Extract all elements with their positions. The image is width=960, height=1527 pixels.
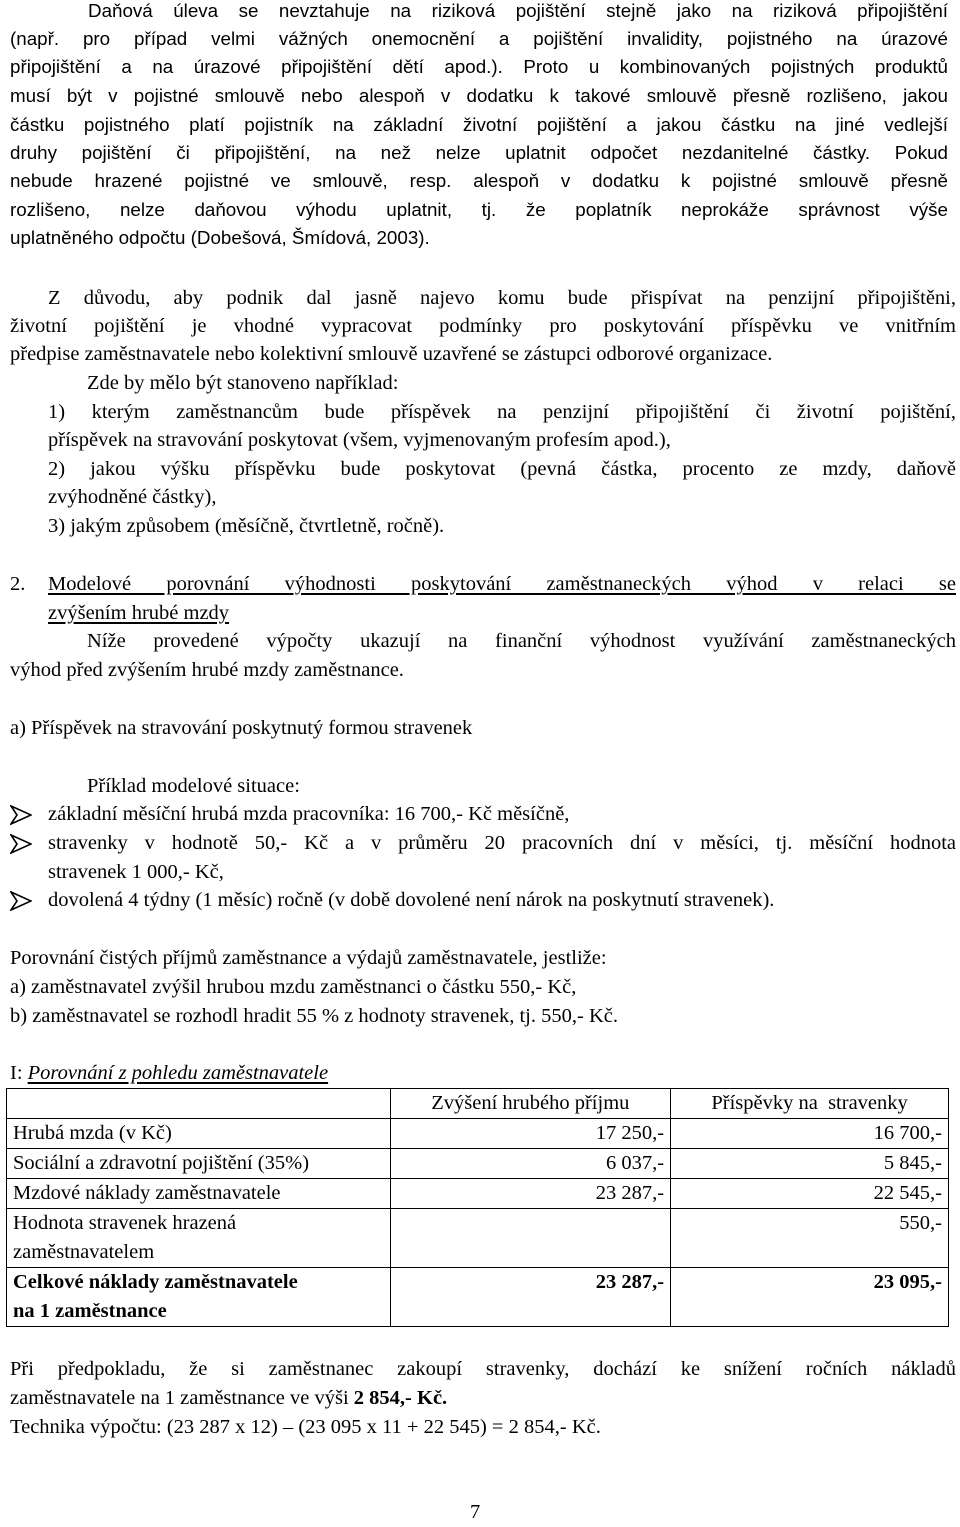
section-heading: zvýšením hrubé mzdy [48, 602, 230, 624]
table-total-row [7, 1268, 949, 1327]
list-item: 1) kterým zaměstnancům bude příspěvek na penzijní připojištění či životní pojištění, [48, 401, 956, 423]
table-header-cell [7, 1089, 391, 1119]
calculation-line: Technika výpočtu: (23 287 x 12) – (23 095 x 11 + 22 545) = 2 854,- Kč. [10, 1416, 601, 1438]
table-row-label [7, 1209, 391, 1268]
table-header-cell: Zvýšení hrubého příjmu [390, 1089, 671, 1119]
text-line: Níže provedené výpočty ukazují na finanční výhodnost využívání zaměstnaneckých [87, 630, 956, 652]
example-label: Příklad modelové situace: [87, 775, 300, 797]
text-line: rozlišeno, nelze daňovou výhodu uplatnit, tj. že poplatník neprokáže správnost výše [10, 199, 948, 220]
arrow-bullet-icon [10, 805, 32, 825]
text-line: uplatněného odpočtu (Dobešová, Šmídová, 2003). [10, 227, 430, 248]
subsection-title: a) Příspěvek na stravování poskytnutý formou stravenek [10, 717, 473, 739]
text-line: Porovnání čistých příjmů zaměstnance a výdajů zaměstnavatele, jestliže: [10, 947, 607, 969]
comparison-table [6, 1088, 949, 1327]
text-line: Při předpokladu, že si zaměstnanec zakoupí stravenky, dochází ke snížení ročních nákladů [10, 1358, 956, 1380]
text-line: Z důvodu, aby podnik dal jasně najevo komu bude přispívat na penzijní připojištěni, [48, 287, 956, 309]
text-line: připojištění a na úrazové připojištění dětí apod.). Proto u kombinovaných pojistných produktů [10, 56, 948, 77]
table-row-label-line: Celkové náklady zaměstnavatele [13, 1271, 298, 1293]
text-line: životní pojištění je vhodné vypracovat podmínky pro poskytování příspěvku ve vnitřním [10, 315, 956, 337]
text-line [10, 1384, 447, 1413]
table-row [7, 1149, 949, 1179]
text-line: musí být v pojistné smlouvě nebo alespoň v dodatku k takové smlouvě přesně rozlišeno, jakou [10, 85, 948, 106]
table-cell: 22 545,- [671, 1179, 949, 1209]
list-item: zvýhodněné částky), [48, 486, 217, 508]
table-row [7, 1119, 949, 1149]
text-line: (např. pro případ velmi vážných onemocnění a pojištění invalidity, pojistného na úrazové [10, 28, 948, 49]
section-number: 2. [10, 573, 26, 595]
table-cell: 6 037,- [390, 1149, 671, 1179]
table-header-row [7, 1089, 949, 1119]
table-cell: 23 287,- [390, 1179, 671, 1209]
table-caption [10, 1059, 328, 1088]
table-cell: 23 095,- [671, 1268, 949, 1327]
table-row-label: Hrubá mzda (v Kč) [7, 1119, 391, 1149]
table-caption-title: Porovnání z pohledu zaměstnavatele [27, 1062, 329, 1084]
table-row [7, 1179, 949, 1209]
text-line: výhod před zvýšením hrubé mzdy zaměstnance. [10, 659, 404, 681]
text-line: Daňová úleva se nevztahuje na riziková pojištění stejně jako na riziková připojištění [88, 0, 948, 21]
table-row-label-line: Hodnota stravenek hrazená [13, 1212, 237, 1234]
list-item: příspěvek na stravování poskytovat (všem, vyjmenovaným profesím apod.), [48, 429, 671, 451]
text-line: b) zaměstnavatel se rozhodl hradit 55 % z hodnoty stravenek, tj. 550,- Kč. [10, 1005, 618, 1027]
section-heading: Modelové porovnání výhodnosti poskytování zaměstnaneckých výhod v relaci se [48, 573, 956, 595]
table-header-cell: Příspěvky na stravenky [671, 1089, 949, 1119]
table-row-label: Mzdové náklady zaměstnavatele [7, 1179, 391, 1209]
arrow-bullet-icon [10, 834, 32, 854]
list-item: 2) jakou výšku příspěvku bude poskytovat (pevná částka, procento ze mzdy, daňově [48, 458, 956, 480]
table-cell: 17 250,- [390, 1119, 671, 1149]
arrow-bullet-icon [10, 891, 32, 911]
table-cell [390, 1209, 671, 1268]
list-item: 3) jakým způsobem (měsíčně, čtvrtletně, ročně). [48, 515, 445, 537]
text-line: předpise zaměstnavatele nebo kolektivní smlouvě uzavřené se zástupci odborové organizace. [10, 343, 773, 365]
page-number: 7 [470, 1501, 481, 1523]
highlighted-amount: 2 854,- Kč. [353, 1387, 448, 1409]
table-row-label [7, 1268, 391, 1327]
text-line: druhy pojištění či připojištění, na než nelze uplatnit odpočet nezdanitelné částky. Pokud [10, 142, 948, 163]
table-cell: 23 287,- [390, 1268, 671, 1327]
text-line: nebude hrazené pojistné ve smlouvě, resp. alespoň v dodatku k pojistné smlouvě přesně [10, 170, 948, 191]
text-span: zaměstnavatele na 1 zaměstnance ve výši [10, 1387, 354, 1409]
table-row-label: Sociální a zdravotní pojištění (35%) [7, 1149, 391, 1179]
text-line: a) zaměstnavatel zvýšil hrubou mzdu zaměstnanci o částku 550,- Kč, [10, 976, 577, 998]
table-cell: 5 845,- [671, 1149, 949, 1179]
bullet-item: základní měsíční hrubá mzda pracovníka: 16 700,- Kč měsíčně, [48, 803, 570, 825]
bullet-item: stravenek 1 000,- Kč, [48, 861, 224, 883]
text-line: částku pojistného platí pojistník na základní životní pojištění a jakou částku na jiné vedlejší [10, 114, 948, 135]
table-cell: 16 700,- [671, 1119, 949, 1149]
table-row-label-line: na 1 zaměstnance [13, 1300, 167, 1322]
table-cell: 550,- [671, 1209, 949, 1268]
table-caption-prefix: I: [10, 1062, 28, 1084]
bullet-item: stravenky v hodnotě 50,- Kč a v průměru 20 pracovních dní v měsíci, tj. měsíční hodnota [48, 832, 956, 854]
bullet-item: dovolená 4 týdny (1 měsíc) ročně (v době dovolené není nárok na poskytnutí stravenek). [48, 889, 775, 911]
text-line: Zde by mělo být stanoveno například: [87, 372, 399, 394]
table-row-label-line: zaměstnavatelem [13, 1241, 155, 1263]
table-row [7, 1209, 949, 1268]
